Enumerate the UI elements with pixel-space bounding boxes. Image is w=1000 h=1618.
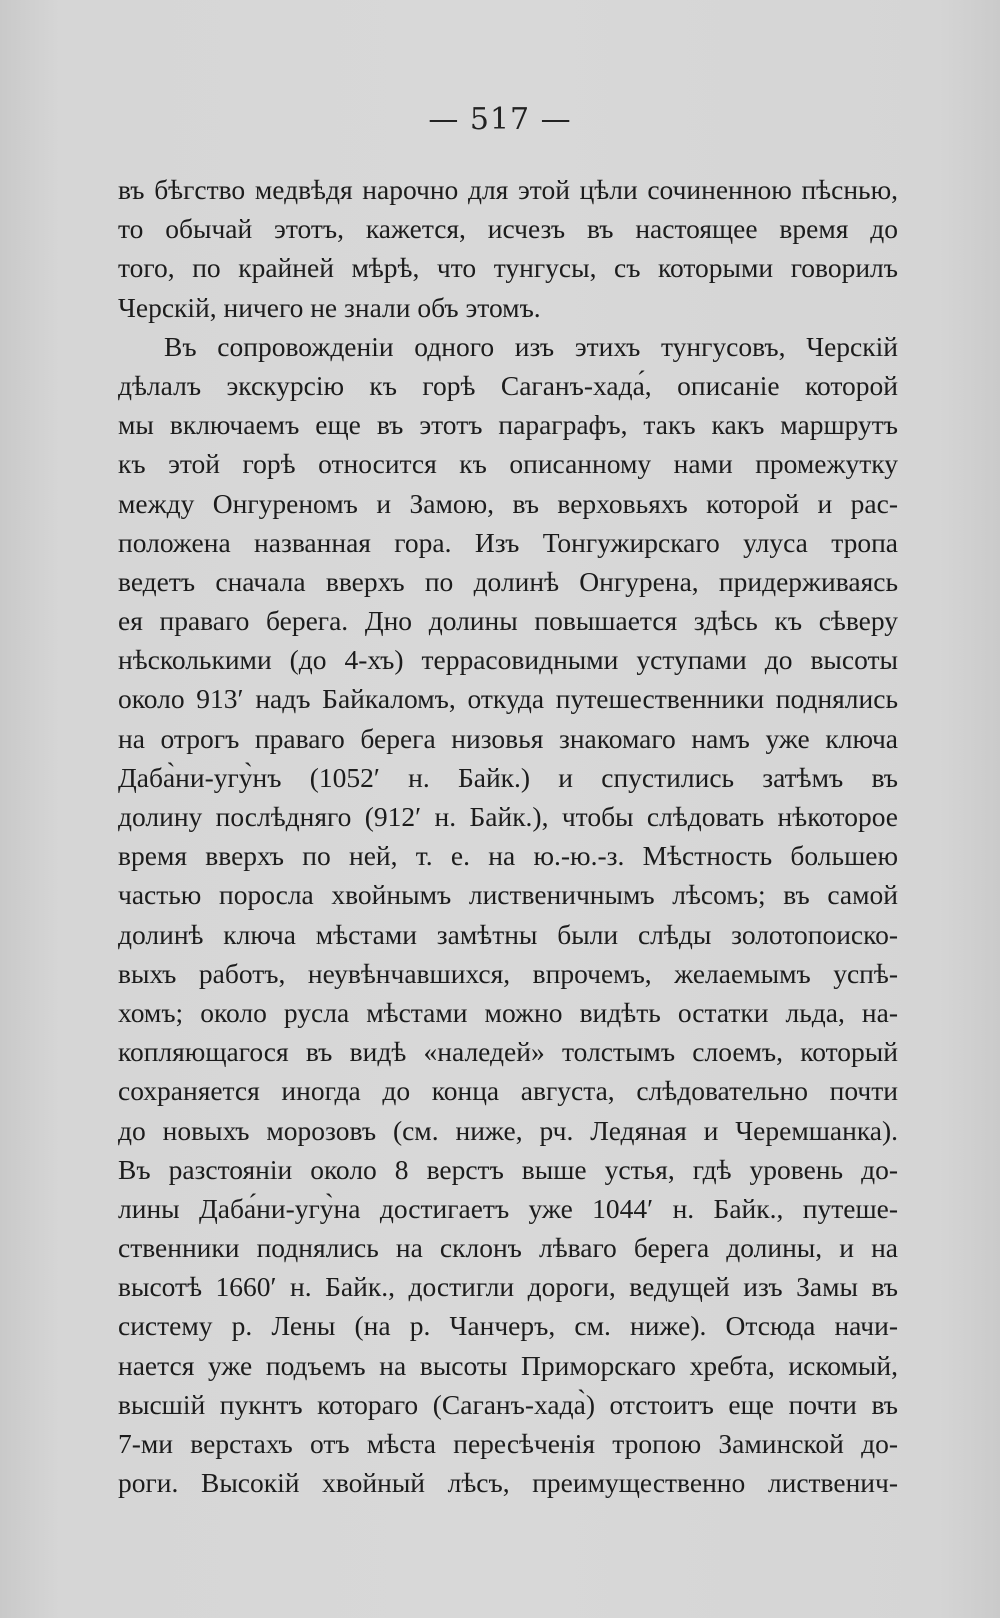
- body-text: [118, 170, 898, 1502]
- text-line: нѣсколькими (до 4-хъ) террасовидными уступами до высоты: [118, 644, 898, 676]
- text-line: копляющагося въ видѣ «наледей» толстымъ слоемъ, который: [118, 1036, 898, 1068]
- text-line: выхъ работъ, неувѣнчавшихся, впрочемъ, желаемымъ успѣ-: [118, 957, 898, 989]
- text-line: сохраняется иногда до конца августа, слѣдовательно почти: [118, 1075, 898, 1107]
- text-line: хомъ; около русла мѣстами можно видѣть остатки льда, на-: [118, 996, 898, 1028]
- text-line: между Онгуреномъ и Замою, въ верховьяхъ которой и рас-: [118, 487, 898, 519]
- text-line: того, по крайней мѣрѣ, что тунгусы, съ которыми говорилъ: [118, 252, 898, 284]
- text-line: ственники поднялись на склонъ лѣваго берега долины, и на: [118, 1232, 898, 1264]
- text-line: систему р. Лены (на р. Чанчеръ, см. ниже). Отсюда начи-: [118, 1310, 898, 1342]
- text-line: роги. Высокій хвойный лѣсъ, преимущественно лиственич-: [118, 1467, 898, 1499]
- text-line: то обычай этотъ, кажется, исчезъ въ настоящее время до: [118, 213, 898, 245]
- text-line: къ этой горѣ относится къ описанному нами промежутку: [118, 448, 898, 480]
- text-line: долину послѣдняго (912′ н. Байк.), чтобы слѣдовать нѣкоторое: [118, 801, 898, 832]
- text-line: время вверхъ по ней, т. е. на ю.-ю.-з. Мѣстность большею: [118, 840, 898, 872]
- text-line: ведетъ сначала вверхъ по долинѣ Онгурена, придерживаясь: [118, 565, 898, 597]
- text-line: лины Даба́ни-угу̀на достигаетъ уже 1044′ н. Байк., путеше-: [118, 1192, 898, 1224]
- text-line: положена названная гора. Изъ Тонгужирскаго улуса тропа: [118, 526, 898, 558]
- text-line: мы включаемъ еще въ этотъ параграфъ, такъ какъ маршрутъ: [118, 409, 898, 441]
- text-line: 7-ми верстахъ отъ мѣста пересѣченія тропою Заминской до-: [118, 1428, 898, 1459]
- text-line: Даба̀ни-угу̀нъ (1052′ н. Байк.) и спустились затѣмъ въ: [118, 761, 898, 793]
- text-line: Черскій, ничего не знали объ этомъ.: [118, 291, 541, 323]
- text-line: долинѣ ключа мѣстами замѣтны были слѣды золотопоиско-: [118, 918, 898, 950]
- text-line: на отрогъ праваго берега низовья знакомаго намъ уже ключа: [118, 722, 898, 754]
- text-line: до новыхъ морозовъ (см. ниже, рч. Ледяная и Черемшанка).: [118, 1114, 898, 1146]
- text-line: Въ сопровожденіи одного изъ этихъ тунгусовъ, Черскій: [164, 330, 898, 362]
- text-line: дѣлалъ экскурсію къ горѣ Саганъ-хада́, описаніе которой: [118, 369, 898, 401]
- text-line: высшій пукнтъ котораго (Саганъ-хада̀) отстоитъ еще почти въ: [118, 1388, 898, 1420]
- text-line: нается уже подъемъ на высоты Приморскаго хребта, искомый,: [118, 1349, 898, 1381]
- text-line: Въ разстояніи около 8 верстъ выше устья, гдѣ уровень до-: [118, 1153, 898, 1185]
- text-line: въ бѣгство медвѣдя нарочно для этой цѣли сочиненною пѣснью,: [118, 174, 898, 205]
- text-line: частью поросла хвойнымъ лиственичнымъ лѣсомъ; въ самой: [118, 879, 898, 911]
- page-number: — 517 —: [428, 102, 572, 137]
- text-line: ея праваго берега. Дно долины повышается здѣсь къ сѣверу: [118, 605, 898, 637]
- text-line: около 913′ надъ Байкаломъ, откуда путешественники поднялись: [118, 683, 898, 715]
- text-line: высотѣ 1660′ н. Байк., достигли дороги, ведущей изъ Замы въ: [118, 1271, 898, 1303]
